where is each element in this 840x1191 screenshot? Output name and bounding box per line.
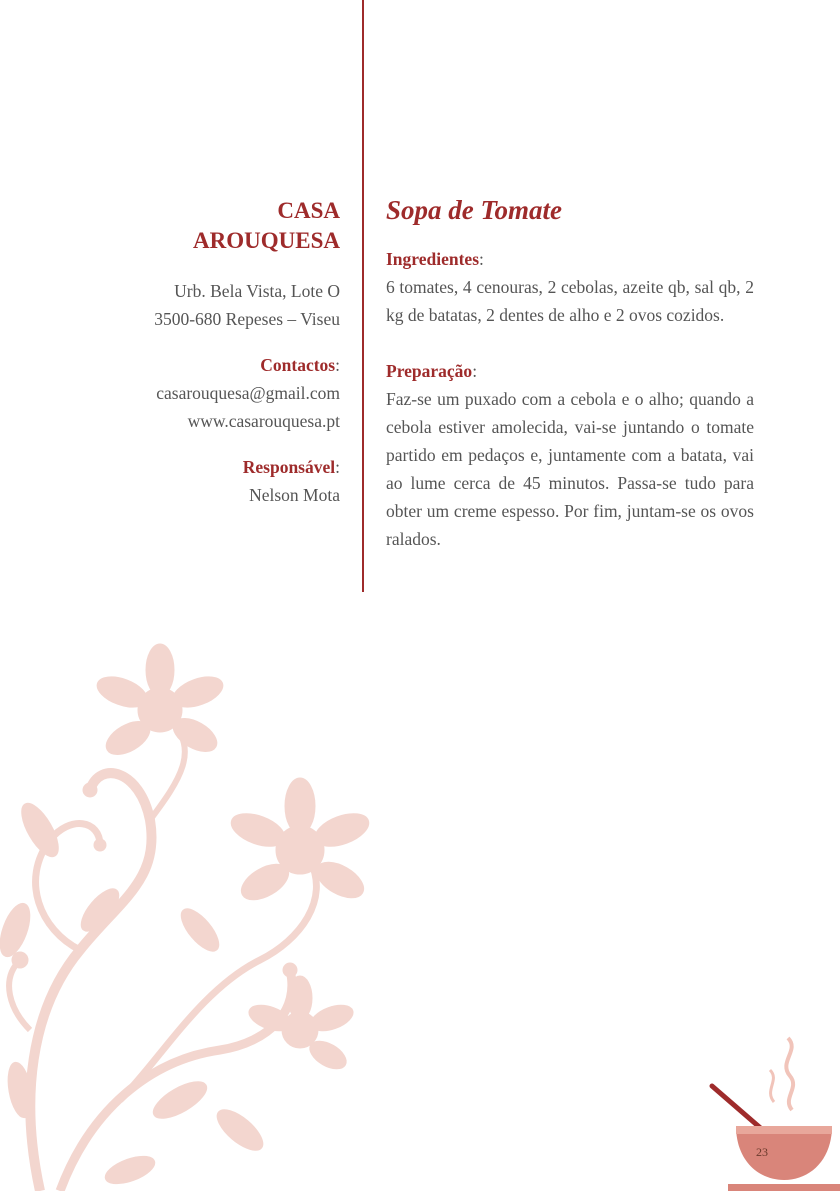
address-line1: Urb. Bela Vista, Lote O — [174, 281, 340, 301]
recipe — [386, 192, 754, 553]
website-link[interactable]: www.casarouquesa.pt — [187, 411, 340, 431]
vertical-divider — [362, 0, 364, 592]
address — [100, 277, 340, 509]
email-link[interactable]: casarouquesa@gmail.com — [156, 383, 340, 403]
contacts-label: Contactos: — [260, 355, 340, 375]
ingredients-label: Ingredientes: — [386, 249, 484, 269]
restaurant-name-line1: CASA — [277, 198, 340, 223]
responsible-name: Nelson Mota — [249, 485, 340, 505]
restaurant-info — [100, 196, 340, 509]
contacts — [100, 351, 340, 435]
address-line2: 3500-680 Repeses – Viseu — [154, 309, 340, 329]
restaurant-name-line2: AROUQUESA — [193, 228, 340, 253]
recipe-title: Sopa de Tomate — [386, 195, 563, 225]
restaurant-name — [100, 196, 340, 256]
teacup-icon — [700, 1030, 840, 1191]
responsible-label: Responsável: — [242, 457, 340, 477]
ingredients-section — [386, 245, 754, 329]
preparation-section — [386, 357, 754, 553]
page-number: 23 — [756, 1145, 768, 1159]
preparation-text: Faz-se um puxado com a cebola e o alho; quando a cebola estiver amolecida, vai-se juntando o tomate partido em pedaços e, juntamente com a batata, vai ao lume cerca de 45 minutos. Passa-se tudo para obter um creme espesso. Por fim, juntam-se os ovos ralados. — [386, 389, 754, 549]
preparation-label: Preparação: — [386, 361, 478, 381]
responsible — [100, 453, 340, 509]
ingredients-text: 6 tomates, 4 cenouras, 2 cebolas, azeite qb, sal qb, 2 kg de batatas, 2 dentes de alho e 2 ovos cozidos. — [386, 277, 754, 325]
floral-ornament-icon — [0, 630, 380, 1191]
